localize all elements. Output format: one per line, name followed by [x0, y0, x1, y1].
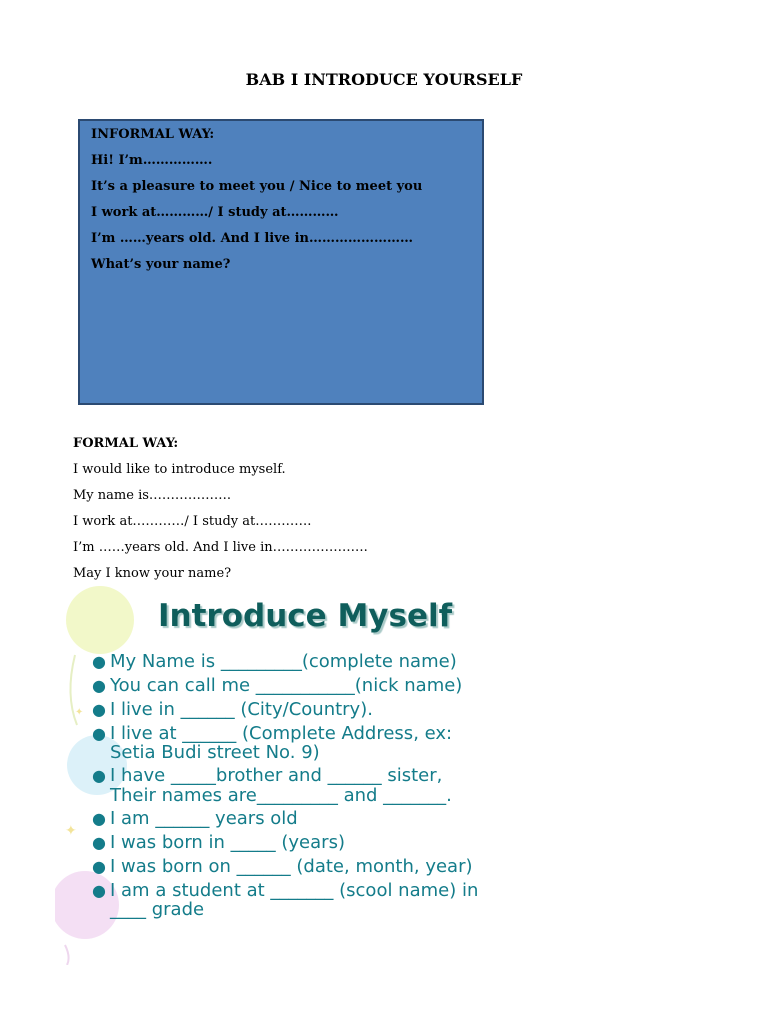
informal-line: It’s a pleasure to meet you / Nice to meet you — [91, 179, 423, 194]
bullet-icon: ● — [92, 700, 106, 719]
formal-line: May I know your name? — [73, 566, 232, 581]
bullet-icon: ● — [92, 766, 106, 785]
list-item-continued: ____ grade — [110, 899, 205, 920]
list-item: ● I live in ______ (City/Country). — [92, 699, 373, 720]
list-item: ● I am ______ years old — [92, 808, 298, 829]
bullet-icon: ● — [92, 724, 106, 743]
informal-line: What’s your name? — [91, 257, 231, 272]
list-item: ● I am a student at _______ (scool name) in — [92, 880, 479, 901]
informal-heading: INFORMAL WAY: — [91, 127, 215, 142]
formal-line: I work at…………/ I study at…………. — [73, 514, 312, 529]
formal-line: I’m ……years old. And I live in…………………. — [73, 540, 368, 555]
informal-line: I’m ……years old. And I live in…………………… — [91, 231, 413, 246]
page-title: BAB I INTRODUCE YOURSELF — [245, 70, 523, 89]
formal-line: My name is………………. — [73, 488, 232, 503]
list-item: ● I was born on ______ (date, month, year) — [92, 856, 473, 877]
bullet-icon: ● — [92, 652, 106, 671]
formal-line: I would like to introduce myself. — [73, 462, 286, 477]
bullet-icon: ● — [92, 881, 106, 900]
list-item: ● I was born in _____ (years) — [92, 832, 345, 853]
informal-line: Hi! I’m……………. — [91, 153, 213, 168]
list-item: ● You can call me ___________(nick name) — [92, 675, 463, 696]
bullet-icon: ● — [92, 857, 106, 876]
bullet-icon: ● — [92, 676, 106, 695]
list-item: ● I have _____brother and ______ sister, — [92, 765, 443, 786]
balloon-yellow-icon — [66, 586, 134, 654]
introduce-myself-illustration — [55, 585, 565, 965]
list-item-continued: Their names are_________ and _______. — [110, 785, 452, 806]
bullet-icon: ● — [92, 833, 106, 852]
bullet-icon: ● — [92, 809, 106, 828]
formal-heading: FORMAL WAY: — [73, 436, 179, 451]
illustration-title: Introduce Myself — [158, 598, 453, 634]
sparkle-icon: ✦ — [65, 823, 77, 839]
list-item: ● My Name is _________(complete name) — [92, 651, 457, 672]
informal-line: I work at…………/ I study at………… — [91, 205, 339, 220]
list-item: ● I live at ______ (Complete Address, ex: — [92, 723, 453, 744]
sparkle-icon: ✦ — [75, 707, 84, 718]
list-item-continued: Setia Budi street No. 9) — [110, 742, 320, 763]
informal-box — [78, 119, 484, 405]
